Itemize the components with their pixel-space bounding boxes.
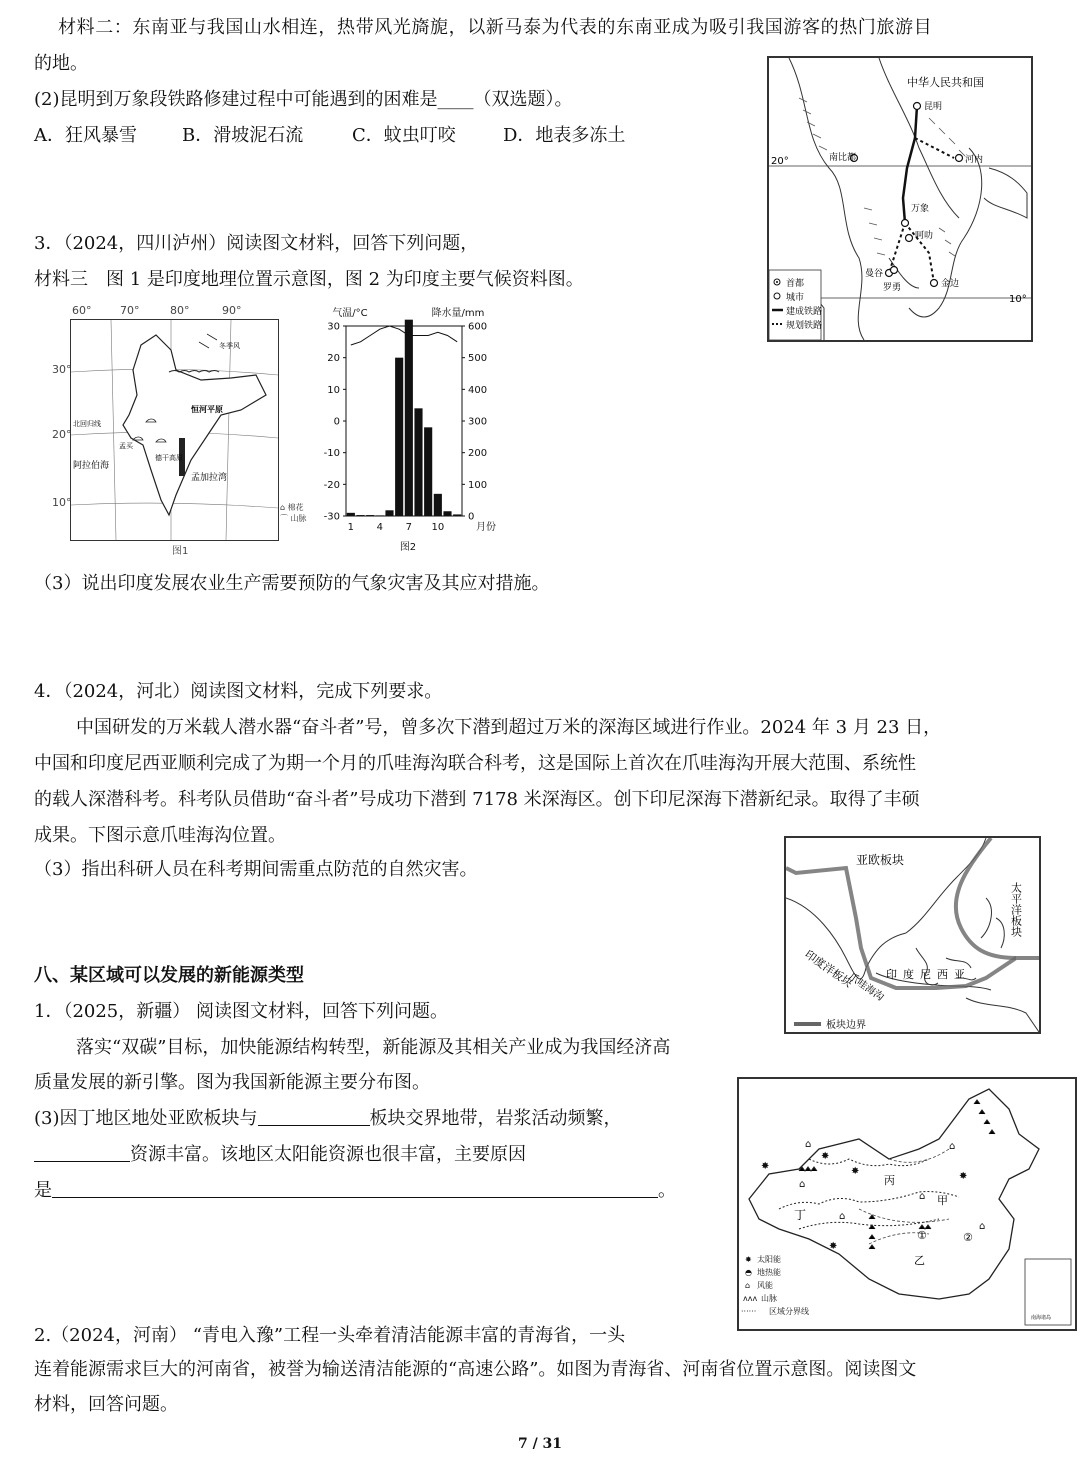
lat-30: 30° xyxy=(52,363,72,376)
left-axis-tick-label: -10 xyxy=(323,448,340,460)
section-8-para-line2: 质量发展的新引擎。图为我国新能源主要分布图。 xyxy=(34,1072,430,1093)
svg-text:······: ······ xyxy=(741,1307,757,1316)
india-map-longitude-labels xyxy=(70,304,277,318)
precipitation-bar xyxy=(434,494,442,516)
map-label-naypyidaw: 南比都 xyxy=(829,153,857,163)
energy-map-region-2: ② xyxy=(963,1231,973,1244)
right-axis-tick-label: 300 xyxy=(468,416,488,428)
right-axis-tick-label: 0 xyxy=(468,511,475,523)
left-axis-tick-label: 30 xyxy=(327,321,340,333)
java-trench-plate-map xyxy=(784,836,1041,1034)
precipitation-bar xyxy=(414,408,422,516)
map-label-20deg: 20° xyxy=(771,156,789,167)
legend-solar: 太阳能 xyxy=(757,1255,781,1264)
energy-map-region-jia: 甲 xyxy=(937,1194,948,1207)
right-axis-tick-label: 100 xyxy=(468,479,488,491)
svg-text:✸: ✸ xyxy=(745,1255,752,1264)
china-new-energy-map xyxy=(737,1077,1077,1331)
plate-map-indian: 印度洋板块 xyxy=(802,947,855,991)
section-8-q3-line1 xyxy=(34,1107,622,1131)
question-3-sub3: （3）说出印度发展农业生产需要预防的气象灾害及其应对措施。 xyxy=(34,573,550,594)
energy-map-region-yi: 乙 xyxy=(914,1254,925,1267)
map-label-10deg: 10° xyxy=(1009,294,1027,305)
legend-capital: 首都 xyxy=(786,279,805,289)
x-axis-tick-label: 4 xyxy=(376,522,384,533)
svg-text:✸: ✸ xyxy=(761,1161,770,1172)
henan-question-line3: 材料，回答问题。 xyxy=(34,1394,178,1415)
figure-1-caption: 图1 xyxy=(172,546,189,557)
legend-city: 城市 xyxy=(786,293,805,303)
left-axis-tick-label: -30 xyxy=(323,511,340,523)
right-axis-tick-label: 200 xyxy=(468,448,488,460)
svg-text:⌂: ⌂ xyxy=(805,1139,812,1150)
question-2-stem: (2)昆明到万象段铁路修建过程中可能遇到的困难是____（双选题）。 xyxy=(34,89,573,110)
question-4-para-line2: 中国和印度尼西亚顺利完成了为期一个月的爪哇海沟联合科考，这是国际上首次在爪哇海沟开展大范围、系统性 xyxy=(34,753,916,774)
plate-map-indonesia: 印度尼西亚 xyxy=(886,968,971,981)
q3-blank-reason[interactable] xyxy=(52,1179,658,1198)
india-map-legend xyxy=(280,502,307,524)
map-label-bangkok: 曼谷 xyxy=(865,269,884,279)
svg-text:⌂: ⌂ xyxy=(839,1211,846,1222)
india-location-map xyxy=(70,319,279,541)
svg-text:✸: ✸ xyxy=(821,1151,830,1162)
option-d[interactable]: D．地表多冻土 xyxy=(503,125,626,146)
legend-planned-railway: 规划铁路 xyxy=(786,321,823,331)
lon-70: 70° xyxy=(120,304,140,317)
q3-blank-plate[interactable] xyxy=(258,1107,370,1126)
q3-text-c: 资源丰富。该地区太阳能资源也很丰富，主要原因 xyxy=(130,1144,526,1165)
left-axis-tick-label: 0 xyxy=(333,416,340,428)
legend-cotton: ⌂ 棉花 xyxy=(280,503,304,512)
svg-text:ʌʌʌ: ʌʌʌ xyxy=(743,1294,758,1303)
lon-80: 80° xyxy=(170,304,190,317)
svg-text:✸: ✸ xyxy=(829,1241,838,1252)
chart-plot-frame xyxy=(346,326,462,516)
question-4-para-line4: 成果。下图示意爪哇海沟位置。 xyxy=(34,825,286,846)
map-label-korat: 呵叻 xyxy=(915,231,934,241)
material-two-line2: 的地。 xyxy=(34,53,88,74)
map-label-vientiane: 万象 xyxy=(911,204,930,214)
lon-60: 60° xyxy=(72,304,92,317)
svg-text:⌂: ⌂ xyxy=(799,1179,806,1190)
precipitation-bar xyxy=(453,514,461,516)
legend-mountain: ⌒ 山脉 xyxy=(280,514,307,523)
energy-map-region-bing: 丙 xyxy=(884,1174,895,1187)
precipitation-bar xyxy=(443,511,451,516)
map-label-hanoi: 河内 xyxy=(965,155,984,165)
svg-text:⌂: ⌂ xyxy=(949,1141,956,1152)
henan-question-line1: 2.（2024，河南） “青电入豫”工程一头牵着清洁能源丰富的青海省，一头 xyxy=(34,1325,626,1346)
right-axis-tick-label: 500 xyxy=(468,353,488,365)
legend-boundary: 区域分界线 xyxy=(769,1307,809,1316)
question-4-para-line3: 的载人深潜科考。科考队员借助“奋斗者”号成功下潜到 7178 米深海区。创下印尼深海下潜新纪录。取得了丰硕 xyxy=(34,789,920,810)
precipitation-bar xyxy=(424,427,432,516)
energy-map-inset-label: 南海诸岛 xyxy=(1031,1315,1052,1321)
question-4-title: 4．（2024，河北）阅读图文材料，完成下列要求。 xyxy=(34,681,443,702)
legend-mountains: 山脉 xyxy=(761,1294,777,1303)
figure-2-caption: 图2 xyxy=(399,542,417,553)
right-axis-tick-label: 400 xyxy=(468,384,488,396)
lat-20: 20° xyxy=(52,428,72,441)
x-axis-tick-label: 10 xyxy=(431,522,445,533)
option-b[interactable]: B．滑坡泥石流 xyxy=(182,125,304,146)
q3-text-end: 。 xyxy=(658,1180,676,1201)
india-climate-chart xyxy=(312,304,502,554)
question-3-title: 3．（2024，四川泸州）阅读图文材料，回答下列问题， xyxy=(34,233,479,254)
section-8-q1-title: 1．（2025，新疆） 阅读图文材料，回答下列问题。 xyxy=(34,1001,448,1022)
map-label-prc: 中华人民共和国 xyxy=(907,76,984,89)
precipitation-bar xyxy=(395,358,403,516)
right-axis-label: 降水量/mm xyxy=(431,308,485,319)
map-label-kunming: 昆明 xyxy=(924,102,943,112)
q3-text-b: 板块交界地带，岩浆活动频繁， xyxy=(369,1108,622,1129)
plate-map-legend: 板块边界 xyxy=(826,1020,866,1031)
section-8-para-line1: 落实“双碳”目标，加快能源结构转型，新能源及其相关产业成为我国经济高 xyxy=(76,1037,671,1058)
india-map-ganges-plain: 恒河平原 xyxy=(191,405,223,414)
lon-90: 90° xyxy=(222,304,242,317)
option-a[interactable]: A．狂风暴雪 xyxy=(34,125,137,146)
energy-map-region-1: ① xyxy=(917,1229,927,1242)
india-map-tropic-of-cancer: 北回归线 xyxy=(73,420,101,428)
legend-geothermal: 地热能 xyxy=(757,1268,781,1277)
q3-text-d: 是 xyxy=(34,1180,52,1201)
energy-map-region-ding: 丁 xyxy=(794,1208,807,1222)
svg-text:◓: ◓ xyxy=(745,1268,752,1277)
section-8-q3-line2 xyxy=(34,1143,526,1167)
legend-wind: 风能 xyxy=(757,1281,773,1290)
precipitation-bar xyxy=(347,513,355,516)
india-map-arabian-sea: 阿拉伯海 xyxy=(73,461,110,471)
southeast-asia-railway-map xyxy=(767,56,1033,342)
plate-map-pacific: 太平洋板块 xyxy=(1009,882,1023,937)
plate-map-eurasia: 亚欧板块 xyxy=(856,853,905,867)
page-number: 7 / 31 xyxy=(517,1436,563,1452)
x-axis-tick-label: 1 xyxy=(347,522,355,533)
precipitation-bar xyxy=(405,320,413,516)
temperature-line xyxy=(351,326,457,345)
precipitation-bar xyxy=(366,515,374,516)
henan-question-line2: 连着能源需求巨大的河南省，被誉为输送清洁能源的“高速公路”。如图为青海省、河南省位置示意图。阅读图文 xyxy=(34,1359,917,1380)
svg-text:⌂: ⌂ xyxy=(979,1221,986,1232)
question-3-material: 材料三 图 1 是印度地理位置示意图，图 2 为印度主要气候资料图。 xyxy=(34,269,584,290)
map-label-rayong: 罗勇 xyxy=(883,283,902,293)
section-8-q3-line3 xyxy=(34,1179,676,1203)
left-axis-tick-label: 20 xyxy=(327,353,340,365)
legend-built-railway: 建成铁路 xyxy=(786,307,823,317)
india-map-winter-monsoon: 冬季风 xyxy=(219,342,240,350)
question-4-sub3: （3）指出科研人员在科考期间需重点防范的自然灾害。 xyxy=(34,859,478,880)
precipitation-bar xyxy=(385,510,393,516)
svg-text:⌂: ⌂ xyxy=(745,1281,751,1290)
section-8-heading: 八、某区域可以发展的新能源类型 xyxy=(34,965,304,986)
left-axis-label: 气温/°C xyxy=(332,308,368,319)
material-two-line1: 材料二：东南亚与我国山水相连，热带风光旖旎，以新马泰为代表的东南亚成为吸引我国游客的热门旅游目 xyxy=(58,17,933,38)
india-map-mumbai: 孟买 xyxy=(119,442,133,450)
q3-blank-resource[interactable] xyxy=(34,1143,130,1162)
svg-text:⌂: ⌂ xyxy=(919,1191,926,1202)
right-axis-tick-label: 600 xyxy=(468,321,488,333)
india-map-bay-of-bengal: 孟加拉湾 xyxy=(191,473,228,483)
x-axis-label: 月份 xyxy=(476,522,496,533)
precipitation-bar xyxy=(376,515,384,516)
left-axis-tick-label: 10 xyxy=(327,384,340,396)
map-label-phnom-penh: 金边 xyxy=(941,279,960,289)
precipitation-bar xyxy=(356,515,364,516)
lat-10: 10° xyxy=(52,496,72,509)
q3-text-a: (3)因丁地区地处亚欧板块与 xyxy=(34,1108,258,1129)
option-c[interactable]: C．蚊虫叮咬 xyxy=(352,125,456,146)
plate-map-trench: 爪哇海沟 xyxy=(846,971,886,1004)
svg-text:✸: ✸ xyxy=(851,1166,860,1177)
india-map-deccan-plateau: 德干高原 xyxy=(155,454,183,462)
left-axis-tick-label: -20 xyxy=(323,479,340,491)
x-axis-tick-label: 7 xyxy=(405,522,413,533)
question-4-para-line1: 中国研发的万米载人潜水器“奋斗者”号，曾多次下潜到超过万米的深海区域进行作业。2024 年 3 月 23 日， xyxy=(76,717,942,738)
svg-text:✸: ✸ xyxy=(959,1171,968,1182)
